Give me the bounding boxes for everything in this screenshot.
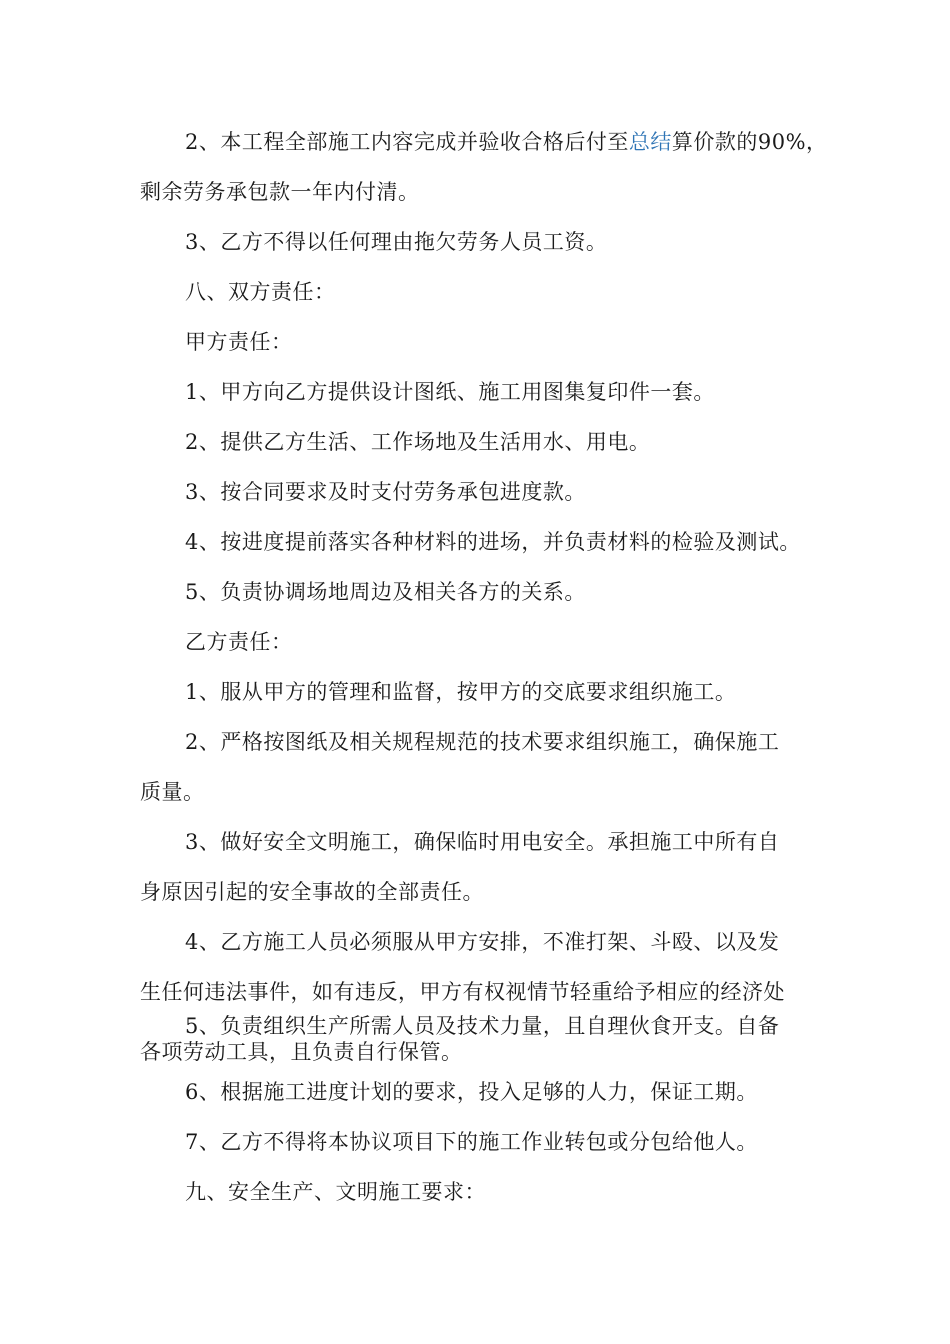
party-b-item-4-line-2: 生任何违法事件，如有违反，甲方有权视情节轻重给予相应的经济处 xyxy=(140,980,785,1004)
payment-item-2-text-b: 算价款的90%， xyxy=(671,130,828,154)
payment-item-2 xyxy=(185,128,828,156)
payment-item-2-text-a: 2、本工程全部施工内容完成并验收合格后付至 xyxy=(185,130,629,154)
party-b-item-1: 1、服从甲方的管理和监督，按甲方的交底要求组织施工。 xyxy=(185,680,737,704)
party-b-item-4-line-1: 4、乙方施工人员必须服从甲方安排，不准打架、斗殴、以及发 xyxy=(185,930,780,954)
party-b-item-7: 7、乙方不得将本协议项目下的施工作业转包或分包给他人。 xyxy=(185,1130,758,1154)
party-b-item-5-line-1: 5、负责组织生产所需人员及技术力量，且自理伙食开支。自备 xyxy=(185,1014,780,1038)
party-b-item-6: 6、根据施工进度计划的要求，投入足够的人力，保证工期。 xyxy=(185,1080,758,1104)
summary-link[interactable]: 总结 xyxy=(628,130,672,154)
party-b-item-2-line-2: 质量。 xyxy=(140,780,205,804)
party-a-heading: 甲方责任： xyxy=(185,330,293,354)
party-b-item-3-line-1: 3、做好安全文明施工，确保临时用电安全。承担施工中所有自 xyxy=(185,830,780,854)
payment-item-2-continued: 剩余劳务承包款一年内付清。 xyxy=(140,180,420,204)
party-a-item-4: 4、按进度提前落实各种材料的进场，并负责材料的检验及测试。 xyxy=(185,530,801,554)
party-a-item-2: 2、提供乙方生活、工作场地及生活用水、用电。 xyxy=(185,430,651,454)
party-a-item-3: 3、按合同要求及时支付劳务承包进度款。 xyxy=(185,480,586,504)
payment-item-3: 3、乙方不得以任何理由拖欠劳务人员工资。 xyxy=(185,230,608,254)
party-b-item-2-line-1: 2、严格按图纸及相关规程规范的技术要求组织施工，确保施工 xyxy=(185,730,780,754)
section-8-heading: 八、双方责任： xyxy=(185,280,336,304)
party-a-item-1: 1、甲方向乙方提供设计图纸、施工用图集复印件一套。 xyxy=(185,380,715,404)
party-b-item-5-line-2: 各项劳动工具，且负责自行保管。 xyxy=(140,1040,463,1064)
party-a-item-5: 5、负责协调场地周边及相关各方的关系。 xyxy=(185,580,586,604)
party-b-item-3-line-2: 身原因引起的安全事故的全部责任。 xyxy=(140,880,484,904)
party-b-heading: 乙方责任： xyxy=(185,630,293,654)
section-9-heading: 九、安全生产、文明施工要求： xyxy=(185,1180,486,1204)
